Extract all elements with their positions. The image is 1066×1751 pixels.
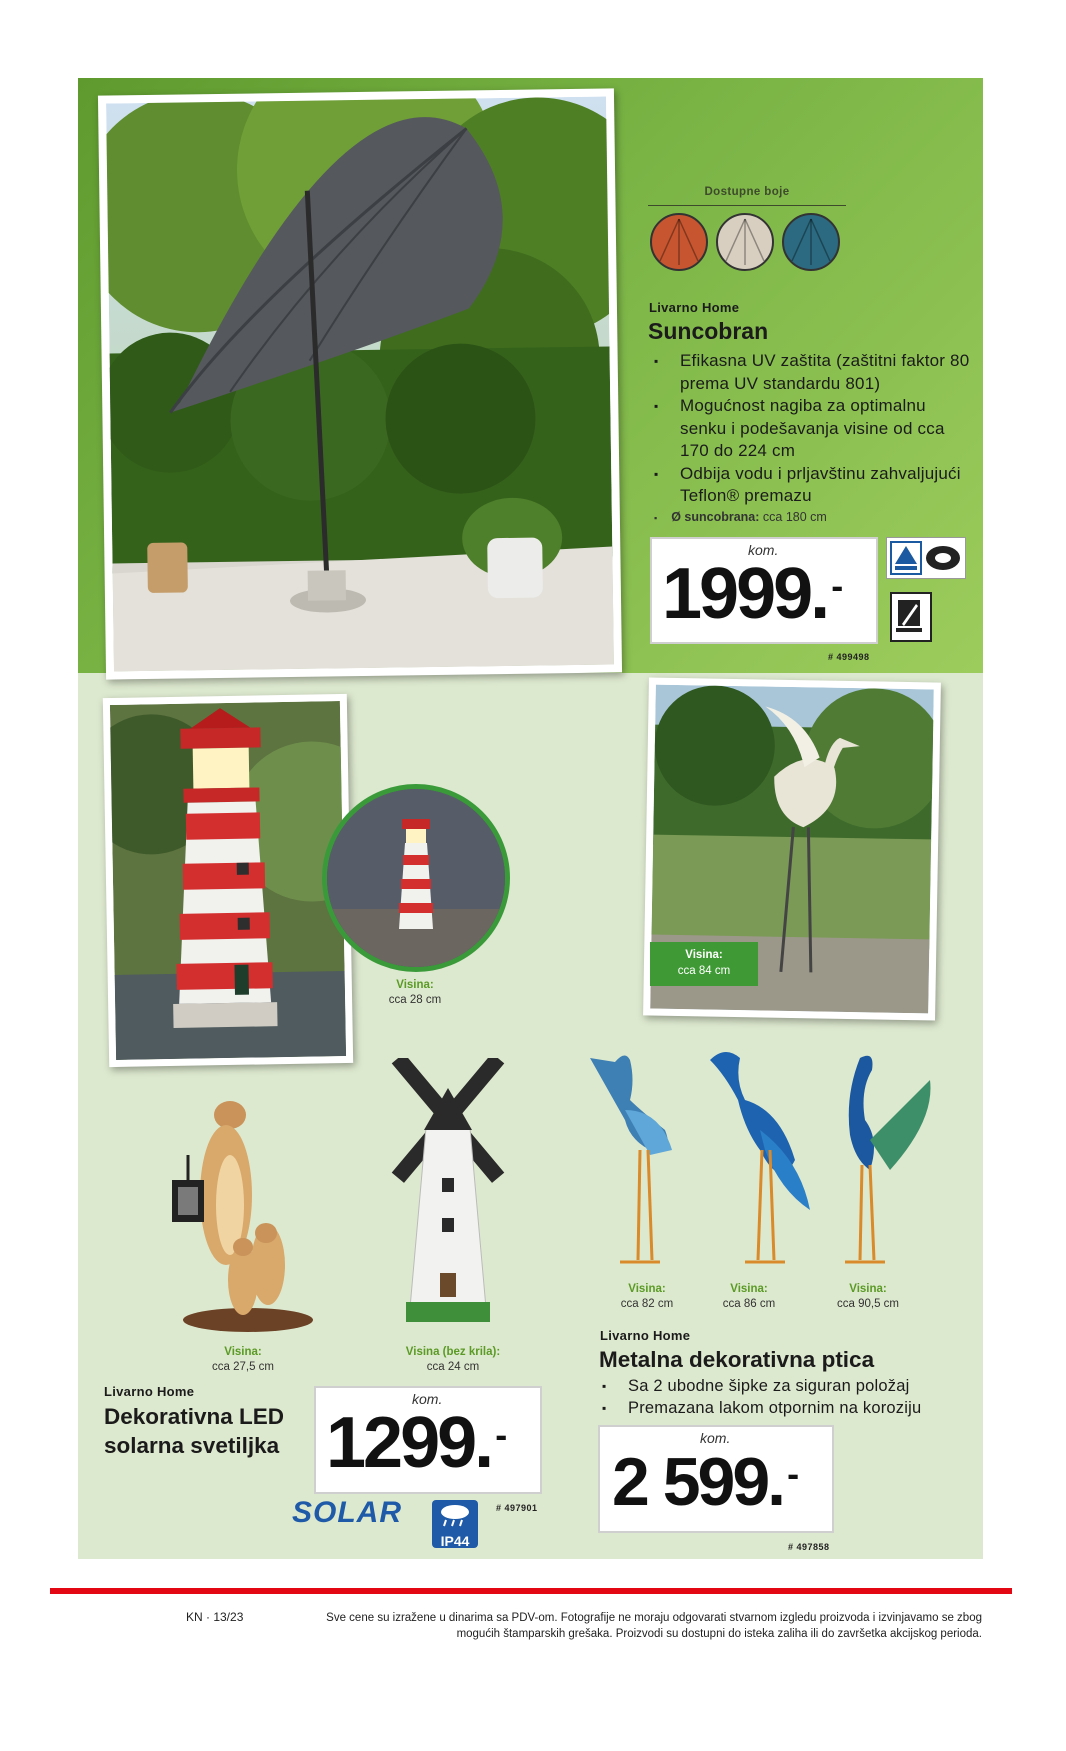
price-dash: - — [787, 1453, 797, 1494]
umbrella-price — [662, 553, 840, 635]
price-value: 2 599. — [612, 1444, 784, 1520]
unit-label: kom. — [748, 542, 779, 558]
umbrella-article-number: # 499498 — [828, 652, 870, 662]
feature-item: ▪ Mogućnost nagiba za optimalnu senku i podešavanja visine od cca 170 do 224 cm — [650, 395, 970, 463]
lighthouse-height-label — [370, 978, 460, 1008]
windmill-solar-lamp — [368, 1058, 528, 1330]
height-value: cca 24 cm — [426, 1361, 480, 1373]
height-key: Visina: — [628, 1283, 666, 1295]
colors-divider — [648, 205, 846, 206]
color-swatch — [782, 213, 840, 271]
solar-price-box — [314, 1386, 542, 1494]
disclaimer-line: mogućih štamparskih grešaka. Proizvodi su dostupni do isteka zaliha ili do završetka akcijskog perioda. — [456, 1628, 982, 1640]
solar-badge — [292, 1496, 402, 1530]
lighthouse-photo — [103, 694, 353, 1067]
meerkat-height-label — [188, 1345, 298, 1375]
colors-heading: Dostupne boje — [704, 186, 790, 198]
lighthouse-inset-photo — [322, 784, 510, 972]
birds-lineup — [580, 1040, 960, 1275]
footer-rule — [50, 1588, 1012, 1594]
feature-item: ▪ Efikasna UV zaštita (zaštitni faktor 80 prema UV standardu 801) — [650, 350, 970, 395]
height-value: cca 82 cm — [620, 1298, 674, 1310]
birds-article-number: # 497858 — [788, 1542, 830, 1552]
heron-height-tag — [650, 942, 758, 986]
height-key: Visina: — [396, 979, 434, 991]
solar-text: SOLAR — [292, 1496, 402, 1529]
footer-disclaimer — [290, 1610, 982, 1642]
assembly-icon — [890, 592, 932, 642]
height-value: cca 86 cm — [722, 1298, 776, 1310]
unit-label: kom. — [412, 1391, 443, 1407]
diameter-label: Ø suncobrana: — [671, 510, 760, 524]
height-key: Visina: — [730, 1283, 768, 1295]
height-value: cca 84 cm — [677, 965, 731, 977]
feature-item: ▪ Premazana lakom otpornim na koroziju — [598, 1398, 978, 1420]
meerkat-solar-lamp — [168, 1095, 318, 1335]
height-value: cca 90,5 cm — [837, 1298, 899, 1310]
umbrella-features — [650, 350, 970, 508]
umbrella-photo — [98, 88, 622, 679]
umbrella-price-box — [650, 537, 878, 644]
title-line: Dekorativna LED — [104, 1404, 285, 1429]
umbrella-brand: Livarno Home — [649, 300, 740, 315]
birds-title: Metalna dekorativna ptica — [599, 1347, 875, 1372]
price-value: 1999. — [662, 554, 828, 634]
price-value: 1299. — [326, 1403, 492, 1483]
color-swatches — [650, 213, 850, 277]
bird-height-label — [602, 1282, 692, 1312]
height-value: cca 27,5 cm — [212, 1361, 274, 1373]
feature-item: ▪ Sa 2 ubodne šipke za siguran položaj — [598, 1376, 978, 1398]
windmill-height-label — [388, 1345, 518, 1375]
price-dash: - — [831, 565, 841, 606]
unit-label: kom. — [700, 1430, 731, 1446]
page-number: KN · 13/23 — [186, 1610, 244, 1624]
height-value: cca 28 cm — [388, 994, 442, 1006]
feature-item: ▪ Odbija vodu i prljavštinu zahvaljujući Teflon® premazu — [650, 463, 970, 508]
birds-features — [598, 1376, 978, 1419]
solar-price — [326, 1402, 504, 1484]
solar-article-number: # 497901 — [496, 1503, 538, 1513]
height-key: Visina: — [685, 949, 723, 961]
height-key: Visina (bez krila): — [405, 1346, 501, 1358]
solar-title — [104, 1402, 284, 1460]
umbrella-diameter: ▪ Ø suncobrana: cca 180 cm — [654, 510, 827, 524]
bird-height-label — [818, 1282, 918, 1312]
quality-icons — [886, 537, 966, 579]
solar-brand: Livarno Home — [104, 1384, 195, 1399]
ip44-badge — [432, 1500, 478, 1548]
price-dash: - — [495, 1414, 505, 1455]
color-swatch — [716, 213, 774, 271]
disclaimer-line: Sve cene su izražene u dinarima sa PDV-om. Fotografije ne moraju odgovarati stvarnom izgledu proizvoda i izvinjavamo se zbog — [326, 1612, 982, 1624]
umbrella-title: Suncobran — [648, 318, 769, 344]
rain-cloud-icon — [432, 1500, 478, 1528]
title-line: solarna svetiljka — [104, 1433, 280, 1458]
birds-brand: Livarno Home — [600, 1328, 691, 1343]
birds-price — [612, 1441, 796, 1523]
height-key: Visina: — [224, 1346, 262, 1358]
height-key: Visina: — [849, 1283, 887, 1295]
ip-text: IP44 — [440, 1533, 470, 1549]
bird-height-label — [704, 1282, 794, 1312]
birds-price-box — [598, 1425, 834, 1533]
diameter-value: cca 180 cm — [762, 510, 827, 524]
color-swatch — [650, 213, 708, 271]
